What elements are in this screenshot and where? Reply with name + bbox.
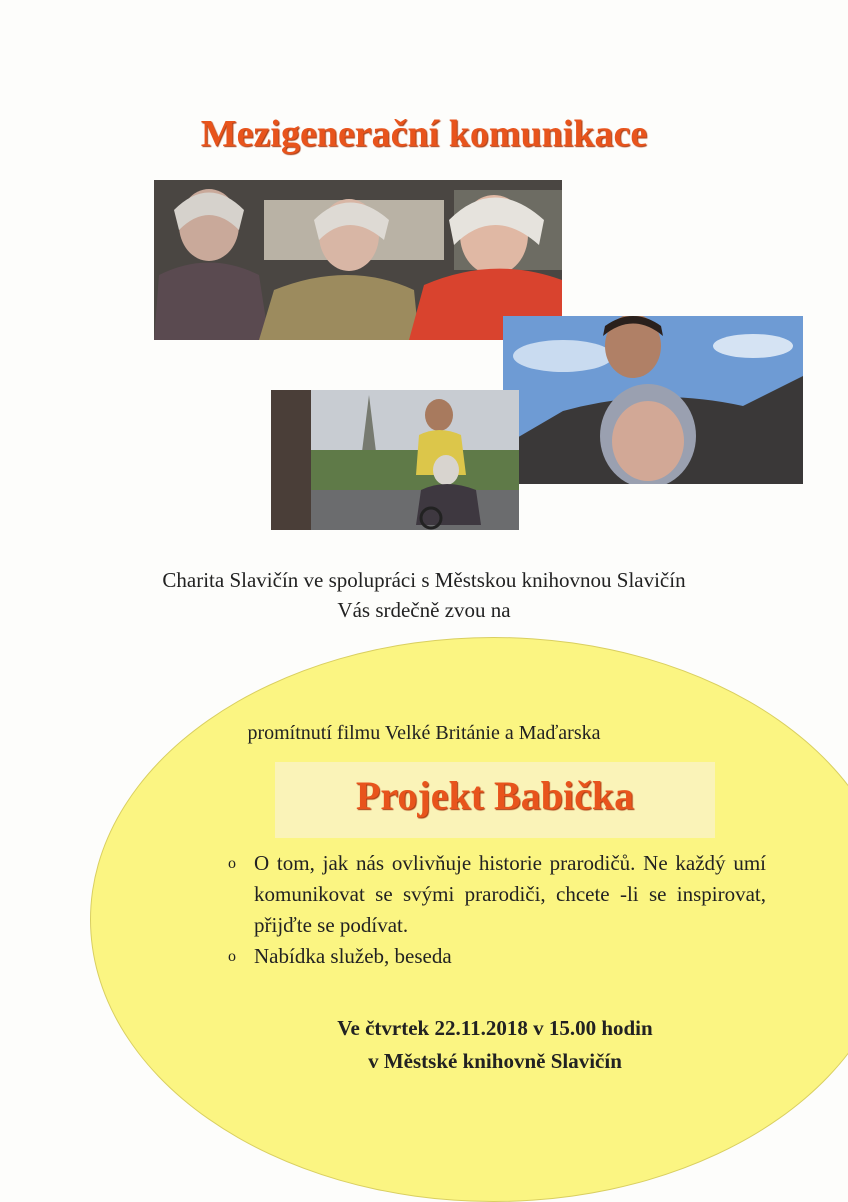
photo-selfie-man-and-grandmother <box>503 316 803 484</box>
poster-title: Mezigenerační komunikace <box>200 113 648 155</box>
bullet-text: O tom, jak nás ovlivňuje historie prarodičů. Ne každý umí komunikovat se svými prarodiči, chcete -li se inspirovat, přijďte se podívat. <box>254 851 766 937</box>
event-subtitle: promítnutí filmu Velké Británie a Maďarska <box>247 722 601 744</box>
photo-wheelchair-walk <box>271 390 519 530</box>
event-date: Ve čtvrtek 22.11.2018 v 15.00 hodin <box>337 1016 653 1040</box>
bullet-item <box>228 941 766 972</box>
project-title: Projekt Babička <box>355 773 635 818</box>
event-place: v Městské knihovně Slavičín <box>368 1049 622 1073</box>
bullet-text: Nabídka služeb, beseda <box>254 944 452 968</box>
photo-women-in-car <box>154 180 562 340</box>
intro-text <box>0 565 848 625</box>
bullet-marker: o <box>228 948 236 965</box>
intro-line-organizers: Charita Slavičín ve spolupráci s Městskou knihovnou Slavičín <box>162 568 686 592</box>
intro-line-invitation: Vás srdečně zvou na <box>337 598 511 622</box>
event-when-where <box>0 1012 848 1078</box>
bullet-item <box>228 848 766 941</box>
bullet-marker: o <box>228 855 236 872</box>
event-bullet-list <box>228 848 766 972</box>
